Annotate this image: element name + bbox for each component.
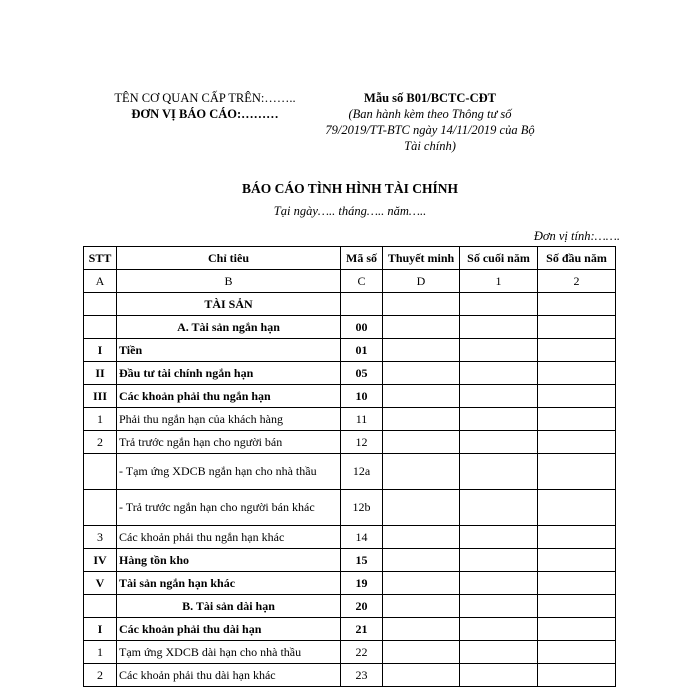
- item-cell: Các khoản phải thu dài hạn: [117, 618, 341, 641]
- table-row: [84, 490, 616, 526]
- header-stt: STT: [84, 247, 117, 270]
- table-row: [84, 618, 616, 641]
- code-cell: B: [117, 270, 341, 293]
- code-cell: 14: [341, 526, 383, 549]
- table-row: [84, 431, 616, 454]
- stt-cell: 2: [84, 431, 117, 454]
- stt-cell: 1: [84, 641, 117, 664]
- stt-cell: IV: [84, 549, 117, 572]
- year-end-cell: [460, 385, 538, 408]
- year-start-cell: [538, 526, 616, 549]
- code-cell: 05: [341, 362, 383, 385]
- year-start-cell: [538, 595, 616, 618]
- year-end-cell: [460, 572, 538, 595]
- note-cell: [383, 664, 460, 687]
- legal-basis-note: (Ban hành kèm theo Thông tư số 79/2019/TT-BTC ngày 14/11/2019 của Bộ Tài chính): [325, 107, 535, 153]
- report-date-line: Tại ngày….. tháng….. năm…..: [273, 204, 427, 218]
- year-start-cell: [538, 664, 616, 687]
- item-cell: Các khoản phải thu ngắn hạn khác: [117, 526, 341, 549]
- note-cell: [383, 572, 460, 595]
- code-cell: 12a: [341, 454, 383, 490]
- header-code: Mã số: [341, 247, 383, 270]
- table-row: [84, 641, 616, 664]
- year-end-cell: [460, 431, 538, 454]
- item-cell: B. Tài sản dài hạn: [117, 595, 341, 618]
- code-cell: 20: [341, 595, 383, 618]
- note-cell: [383, 385, 460, 408]
- year-end-cell: [460, 454, 538, 490]
- stt-cell: [84, 454, 117, 490]
- table-row: [84, 408, 616, 431]
- item-cell: Tài sản ngắn hạn khác: [117, 572, 341, 595]
- code-cell: 2: [538, 270, 616, 293]
- year-end-cell: [460, 362, 538, 385]
- table-row: [84, 572, 616, 595]
- item-cell: Phải thu ngắn hạn của khách hàng: [117, 408, 341, 431]
- year-start-cell: [538, 641, 616, 664]
- stt-cell: V: [84, 572, 117, 595]
- year-start-cell: [538, 618, 616, 641]
- header-note: Thuyết minh: [383, 247, 460, 270]
- code-cell: 15: [341, 549, 383, 572]
- item-cell: - Trả trước ngắn hạn cho người bán khác: [117, 490, 341, 526]
- table-row: [84, 339, 616, 362]
- table-row: [84, 316, 616, 339]
- year-start-cell: [538, 490, 616, 526]
- item-cell: Đầu tư tài chính ngắn hạn: [117, 362, 341, 385]
- stt-cell: I: [84, 339, 117, 362]
- code-cell: 22: [341, 641, 383, 664]
- code-cell: 10: [341, 385, 383, 408]
- item-cell: Tiền: [117, 339, 341, 362]
- year-start-cell: [538, 316, 616, 339]
- note-cell: [383, 293, 460, 316]
- form-info-block: [325, 90, 535, 154]
- note-cell: [383, 431, 460, 454]
- stt-cell: 1: [84, 408, 117, 431]
- issuer-block: [80, 90, 330, 122]
- stt-cell: 2: [84, 664, 117, 687]
- code-cell: 23: [341, 664, 383, 687]
- column-code-row: [84, 270, 616, 293]
- note-cell: [383, 339, 460, 362]
- code-cell: 21: [341, 618, 383, 641]
- year-end-cell: [460, 549, 538, 572]
- code-cell: D: [383, 270, 460, 293]
- table-row: [84, 595, 616, 618]
- year-end-cell: [460, 595, 538, 618]
- year-start-cell: [538, 293, 616, 316]
- code-cell: A: [84, 270, 117, 293]
- table-header-row: [84, 247, 616, 270]
- item-cell: A. Tài sản ngắn hạn: [117, 316, 341, 339]
- stt-cell: III: [84, 385, 117, 408]
- stt-cell: [84, 490, 117, 526]
- code-cell: 00: [341, 316, 383, 339]
- year-end-cell: [460, 641, 538, 664]
- note-cell: [383, 316, 460, 339]
- year-start-cell: [538, 385, 616, 408]
- year-start-cell: [538, 362, 616, 385]
- table-row: [84, 454, 616, 490]
- currency-unit-line: Đơn vị tính:…….: [533, 229, 620, 243]
- stt-cell: [84, 316, 117, 339]
- note-cell: [383, 362, 460, 385]
- stt-cell: II: [84, 362, 117, 385]
- stt-cell: 3: [84, 526, 117, 549]
- year-start-cell: [538, 572, 616, 595]
- financial-position-table: [83, 246, 616, 687]
- year-start-cell: [538, 339, 616, 362]
- table-row: [84, 664, 616, 687]
- year-end-cell: [460, 526, 538, 549]
- reporting-unit-line: ĐƠN VỊ BÁO CÁO:………: [131, 107, 279, 121]
- year-end-cell: [460, 293, 538, 316]
- year-end-cell: [460, 664, 538, 687]
- table-row: [84, 549, 616, 572]
- code-cell: C: [341, 270, 383, 293]
- code-cell: 11: [341, 408, 383, 431]
- item-cell: Các khoản phải thu dài hạn khác: [117, 664, 341, 687]
- year-end-cell: [460, 339, 538, 362]
- year-start-cell: [538, 431, 616, 454]
- stt-cell: [84, 595, 117, 618]
- note-cell: [383, 454, 460, 490]
- item-cell: Tạm ứng XDCB dài hạn cho nhà thầu: [117, 641, 341, 664]
- item-cell: Các khoản phải thu ngắn hạn: [117, 385, 341, 408]
- year-start-cell: [538, 454, 616, 490]
- year-end-cell: [460, 618, 538, 641]
- note-cell: [383, 526, 460, 549]
- code-cell: 12b: [341, 490, 383, 526]
- note-cell: [383, 408, 460, 431]
- stt-cell: I: [84, 618, 117, 641]
- table-row: [84, 526, 616, 549]
- item-cell: Hàng tồn kho: [117, 549, 341, 572]
- note-cell: [383, 549, 460, 572]
- report-title: BÁO CÁO TÌNH HÌNH TÀI CHÍNH: [242, 181, 458, 196]
- header-year-end: Số cuối năm: [460, 247, 538, 270]
- code-cell: 12: [341, 431, 383, 454]
- note-cell: [383, 490, 460, 526]
- code-cell: 1: [460, 270, 538, 293]
- year-start-cell: [538, 549, 616, 572]
- note-cell: [383, 618, 460, 641]
- item-cell: Trả trước ngắn hạn cho người bán: [117, 431, 341, 454]
- table-row: [84, 385, 616, 408]
- code-cell: [341, 293, 383, 316]
- table-row: [84, 293, 616, 316]
- year-start-cell: [538, 408, 616, 431]
- header-year-start: Số đầu năm: [538, 247, 616, 270]
- header-item: Chỉ tiêu: [117, 247, 341, 270]
- year-end-cell: [460, 408, 538, 431]
- code-cell: 01: [341, 339, 383, 362]
- code-cell: 19: [341, 572, 383, 595]
- form-number: Mẫu số B01/BCTC-CĐT: [364, 91, 496, 105]
- item-cell: TÀI SẢN: [117, 293, 341, 316]
- table-row: [84, 362, 616, 385]
- item-cell: - Tạm ứng XDCB ngắn hạn cho nhà thầu: [117, 454, 341, 490]
- year-end-cell: [460, 316, 538, 339]
- note-cell: [383, 595, 460, 618]
- year-end-cell: [460, 490, 538, 526]
- parent-agency-line: TÊN CƠ QUAN CẤP TRÊN:……..: [114, 91, 296, 105]
- stt-cell: [84, 293, 117, 316]
- note-cell: [383, 641, 460, 664]
